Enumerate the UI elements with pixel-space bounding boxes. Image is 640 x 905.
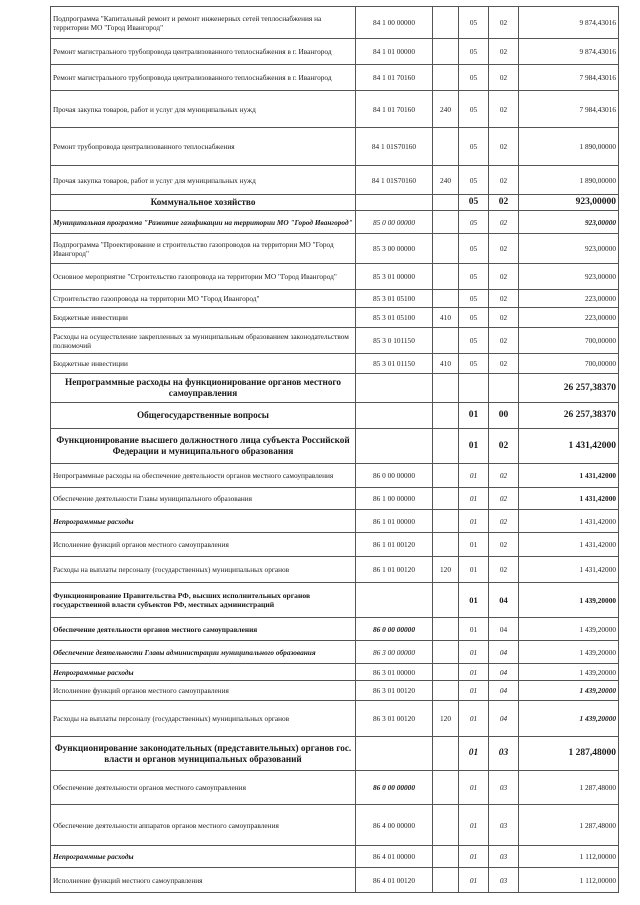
row-rz: 01 bbox=[459, 618, 489, 641]
row-rz: 01 bbox=[459, 510, 489, 533]
row-name: Коммунальное хозяйство bbox=[51, 195, 356, 211]
row-csr: 85 0 00 00000 bbox=[356, 211, 433, 234]
row-rz: 05 bbox=[459, 264, 489, 290]
row-sum: 1 439,20000 bbox=[519, 681, 619, 701]
row-vr bbox=[433, 7, 459, 39]
row-sum: 923,00000 bbox=[519, 264, 619, 290]
table-row bbox=[51, 403, 619, 429]
table-row bbox=[51, 701, 619, 737]
row-pr: 02 bbox=[489, 533, 519, 557]
row-sum: 1 439,20000 bbox=[519, 664, 619, 681]
row-pr: 02 bbox=[489, 234, 519, 264]
row-pr: 02 bbox=[489, 65, 519, 91]
table-row bbox=[51, 488, 619, 510]
row-rz: 01 bbox=[459, 641, 489, 664]
row-rz: 05 bbox=[459, 328, 489, 354]
row-sum: 923,00000 bbox=[519, 234, 619, 264]
row-pr: 02 bbox=[489, 308, 519, 328]
row-vr bbox=[433, 737, 459, 771]
row-name: Муниципальная программа "Развитие газификации на территории МО "Город Ивангород" bbox=[51, 211, 356, 234]
row-sum: 9 874,43016 bbox=[519, 7, 619, 39]
row-sum: 923,00000 bbox=[519, 211, 619, 234]
row-pr: 02 bbox=[489, 91, 519, 128]
row-pr: 02 bbox=[489, 557, 519, 583]
row-vr bbox=[433, 374, 459, 403]
row-csr: 85 3 01 05100 bbox=[356, 308, 433, 328]
row-sum: 7 984,43016 bbox=[519, 65, 619, 91]
table-row bbox=[51, 664, 619, 681]
row-vr bbox=[433, 488, 459, 510]
row-rz: 05 bbox=[459, 65, 489, 91]
table-row bbox=[51, 264, 619, 290]
row-vr bbox=[433, 195, 459, 211]
row-name: Функционирование законодательных (представительных) органов гос. власти и органов муниципальных образований bbox=[51, 737, 356, 771]
row-rz: 05 bbox=[459, 166, 489, 195]
row-pr: 02 bbox=[489, 429, 519, 464]
table-row bbox=[51, 429, 619, 464]
budget-table bbox=[50, 6, 619, 893]
row-pr: 02 bbox=[489, 7, 519, 39]
row-pr: 03 bbox=[489, 737, 519, 771]
row-csr: 86 1 01 00120 bbox=[356, 557, 433, 583]
table-row bbox=[51, 39, 619, 65]
table-row bbox=[51, 557, 619, 583]
table-row bbox=[51, 771, 619, 805]
row-rz: 05 bbox=[459, 39, 489, 65]
row-rz: 01 bbox=[459, 846, 489, 868]
table-row bbox=[51, 7, 619, 39]
row-sum: 1 431,42000 bbox=[519, 557, 619, 583]
row-pr: 02 bbox=[489, 464, 519, 488]
table-row bbox=[51, 533, 619, 557]
row-name: Непрограммные расходы bbox=[51, 846, 356, 868]
row-sum: 1 890,00000 bbox=[519, 128, 619, 166]
row-sum: 1 431,42000 bbox=[519, 533, 619, 557]
table-row bbox=[51, 211, 619, 234]
row-sum: 1 439,20000 bbox=[519, 701, 619, 737]
table-row bbox=[51, 166, 619, 195]
row-vr bbox=[433, 128, 459, 166]
row-vr: 120 bbox=[433, 557, 459, 583]
row-csr: 86 0 00 00000 bbox=[356, 618, 433, 641]
row-vr: 410 bbox=[433, 354, 459, 374]
row-csr: 86 1 00 00000 bbox=[356, 488, 433, 510]
row-sum: 700,00000 bbox=[519, 328, 619, 354]
row-sum: 26 257,38370 bbox=[519, 374, 619, 403]
row-vr bbox=[433, 39, 459, 65]
row-pr: 02 bbox=[489, 290, 519, 308]
row-csr: 86 3 00 00000 bbox=[356, 641, 433, 664]
row-name: Обеспечение деятельности органов местного самоуправления bbox=[51, 618, 356, 641]
row-name: Прочая закупка товаров, работ и услуг для муниципальных нужд bbox=[51, 91, 356, 128]
row-csr: 86 3 01 00000 bbox=[356, 664, 433, 681]
row-csr: 84 1 01S70160 bbox=[356, 166, 433, 195]
row-rz: 01 bbox=[459, 488, 489, 510]
row-pr: 02 bbox=[489, 264, 519, 290]
row-vr bbox=[433, 65, 459, 91]
row-csr: 84 1 01S70160 bbox=[356, 128, 433, 166]
budget-page bbox=[50, 6, 618, 893]
table-row bbox=[51, 354, 619, 374]
row-csr bbox=[356, 429, 433, 464]
row-csr: 84 1 00 00000 bbox=[356, 7, 433, 39]
row-csr: 84 1 01 00000 bbox=[356, 39, 433, 65]
row-sum: 700,00000 bbox=[519, 354, 619, 374]
row-vr bbox=[433, 510, 459, 533]
row-pr: 03 bbox=[489, 846, 519, 868]
row-vr bbox=[433, 771, 459, 805]
row-name: Непрограммные расходы на обеспечение деятельности органов местного самоуправления bbox=[51, 464, 356, 488]
row-rz: 05 bbox=[459, 195, 489, 211]
row-rz: 01 bbox=[459, 533, 489, 557]
table-row bbox=[51, 846, 619, 868]
row-sum: 1 112,00000 bbox=[519, 846, 619, 868]
row-name: Исполнение функций органов местного самоуправления bbox=[51, 533, 356, 557]
row-rz: 05 bbox=[459, 308, 489, 328]
row-sum: 1 431,42000 bbox=[519, 510, 619, 533]
row-name: Непрограммные расходы bbox=[51, 510, 356, 533]
row-csr bbox=[356, 403, 433, 429]
table-row bbox=[51, 618, 619, 641]
row-vr bbox=[433, 533, 459, 557]
table-row bbox=[51, 510, 619, 533]
row-rz: 01 bbox=[459, 464, 489, 488]
row-csr: 86 4 01 00120 bbox=[356, 868, 433, 893]
row-pr: 03 bbox=[489, 805, 519, 846]
row-csr bbox=[356, 583, 433, 618]
table-row bbox=[51, 641, 619, 664]
row-rz: 01 bbox=[459, 681, 489, 701]
row-sum: 9 874,43016 bbox=[519, 39, 619, 65]
row-rz: 01 bbox=[459, 664, 489, 681]
row-name: Обеспечение деятельности Главы муниципального образования bbox=[51, 488, 356, 510]
row-name: Расходы на осуществление закрепленных за муниципальным образованием законодательством полномочий bbox=[51, 328, 356, 354]
table-row bbox=[51, 234, 619, 264]
row-pr: 02 bbox=[489, 128, 519, 166]
row-vr bbox=[433, 805, 459, 846]
row-sum: 1 439,20000 bbox=[519, 641, 619, 664]
row-csr: 86 4 00 00000 bbox=[356, 805, 433, 846]
row-sum: 223,00000 bbox=[519, 290, 619, 308]
row-sum: 1 431,42000 bbox=[519, 464, 619, 488]
row-name: Подпрограмма "Капитальный ремонт и ремонт инженерных сетей теплоснабжения на территории МО "Город Ивангород" bbox=[51, 7, 356, 39]
row-vr bbox=[433, 464, 459, 488]
row-csr: 86 0 00 00000 bbox=[356, 464, 433, 488]
row-pr: 02 bbox=[489, 39, 519, 65]
page-edge-rule bbox=[618, 6, 619, 886]
row-pr: 04 bbox=[489, 641, 519, 664]
row-pr: 02 bbox=[489, 354, 519, 374]
row-rz: 05 bbox=[459, 354, 489, 374]
row-pr: 04 bbox=[489, 701, 519, 737]
row-sum: 1 431,42000 bbox=[519, 429, 619, 464]
row-vr bbox=[433, 264, 459, 290]
row-pr: 02 bbox=[489, 166, 519, 195]
row-name: Расходы на выплаты персоналу (государственных) муниципальных органов bbox=[51, 701, 356, 737]
row-csr bbox=[356, 737, 433, 771]
row-rz: 05 bbox=[459, 234, 489, 264]
row-pr: 03 bbox=[489, 868, 519, 893]
row-pr: 02 bbox=[489, 211, 519, 234]
row-vr bbox=[433, 618, 459, 641]
table-row bbox=[51, 65, 619, 91]
table-row bbox=[51, 737, 619, 771]
table-row bbox=[51, 805, 619, 846]
row-vr bbox=[433, 290, 459, 308]
row-vr bbox=[433, 211, 459, 234]
row-rz: 01 bbox=[459, 583, 489, 618]
table-row bbox=[51, 91, 619, 128]
row-pr: 04 bbox=[489, 618, 519, 641]
row-name: Общегосударственные вопросы bbox=[51, 403, 356, 429]
row-pr: 02 bbox=[489, 510, 519, 533]
row-rz: 01 bbox=[459, 429, 489, 464]
table-row bbox=[51, 308, 619, 328]
row-csr: 86 4 01 00000 bbox=[356, 846, 433, 868]
row-rz: 01 bbox=[459, 557, 489, 583]
row-sum: 1 287,48000 bbox=[519, 737, 619, 771]
row-vr bbox=[433, 583, 459, 618]
table-row bbox=[51, 868, 619, 893]
row-sum: 1 890,00000 bbox=[519, 166, 619, 195]
row-rz: 01 bbox=[459, 771, 489, 805]
table-row bbox=[51, 681, 619, 701]
row-csr: 86 1 01 00000 bbox=[356, 510, 433, 533]
row-name: Бюджетные инвестиции bbox=[51, 308, 356, 328]
row-pr: 00 bbox=[489, 403, 519, 429]
row-sum: 223,00000 bbox=[519, 308, 619, 328]
table-row bbox=[51, 464, 619, 488]
row-csr: 86 0 00 00000 bbox=[356, 771, 433, 805]
row-rz: 01 bbox=[459, 737, 489, 771]
row-csr: 86 3 01 00120 bbox=[356, 701, 433, 737]
row-pr: 04 bbox=[489, 583, 519, 618]
row-csr: 85 3 01 00000 bbox=[356, 264, 433, 290]
row-name: Расходы на выплаты персоналу (государственных) муниципальных органов bbox=[51, 557, 356, 583]
row-pr: 04 bbox=[489, 681, 519, 701]
row-name: Исполнение функций органов местного самоуправления bbox=[51, 681, 356, 701]
row-vr bbox=[433, 846, 459, 868]
row-rz: 05 bbox=[459, 290, 489, 308]
row-name: Обеспечение деятельности Главы администрации муниципального образования bbox=[51, 641, 356, 664]
row-csr: 85 3 01 01150 bbox=[356, 354, 433, 374]
row-vr: 240 bbox=[433, 91, 459, 128]
table-row bbox=[51, 128, 619, 166]
row-pr bbox=[489, 374, 519, 403]
row-sum: 923,00000 bbox=[519, 195, 619, 211]
row-pr: 02 bbox=[489, 328, 519, 354]
row-pr: 04 bbox=[489, 664, 519, 681]
row-name: Исполнение функций местного самоуправления bbox=[51, 868, 356, 893]
row-rz bbox=[459, 374, 489, 403]
row-pr: 02 bbox=[489, 488, 519, 510]
row-name: Ремонт магистрального трубопровода централизованного теплоснабжения в г. Ивангород bbox=[51, 39, 356, 65]
row-vr bbox=[433, 641, 459, 664]
row-pr: 03 bbox=[489, 771, 519, 805]
row-sum: 1 287,48000 bbox=[519, 771, 619, 805]
row-rz: 01 bbox=[459, 868, 489, 893]
row-name: Непрограммные расходы на функционирование органов местного самоуправления bbox=[51, 374, 356, 403]
table-row bbox=[51, 583, 619, 618]
row-rz: 05 bbox=[459, 7, 489, 39]
row-rz: 05 bbox=[459, 91, 489, 128]
row-name: Непрограммные расходы bbox=[51, 664, 356, 681]
row-vr bbox=[433, 868, 459, 893]
row-name: Обеспечение деятельности органов местного самоуправления bbox=[51, 771, 356, 805]
row-vr: 410 bbox=[433, 308, 459, 328]
row-rz: 05 bbox=[459, 128, 489, 166]
row-sum: 1 439,20000 bbox=[519, 583, 619, 618]
row-csr bbox=[356, 374, 433, 403]
row-name: Прочая закупка товаров, работ и услуг для муниципальных нужд bbox=[51, 166, 356, 195]
row-sum: 1 431,42000 bbox=[519, 488, 619, 510]
row-csr: 86 3 01 00120 bbox=[356, 681, 433, 701]
row-vr bbox=[433, 403, 459, 429]
row-sum: 1 112,00000 bbox=[519, 868, 619, 893]
row-csr: 85 3 01 05100 bbox=[356, 290, 433, 308]
row-rz: 01 bbox=[459, 403, 489, 429]
row-sum: 1 439,20000 bbox=[519, 618, 619, 641]
row-name: Обеспечение деятельности аппаратов органов местного самоуправления bbox=[51, 805, 356, 846]
table-row bbox=[51, 328, 619, 354]
row-sum: 26 257,38370 bbox=[519, 403, 619, 429]
row-vr bbox=[433, 681, 459, 701]
row-name: Бюджетные инвестиции bbox=[51, 354, 356, 374]
row-rz: 05 bbox=[459, 211, 489, 234]
row-name: Функционирование высшего должностного лица субъекта Российской Федерации и муниципального образования bbox=[51, 429, 356, 464]
row-csr: 86 1 01 00120 bbox=[356, 533, 433, 557]
row-pr: 02 bbox=[489, 195, 519, 211]
row-rz: 01 bbox=[459, 805, 489, 846]
row-csr: 84 1 01 70160 bbox=[356, 91, 433, 128]
table-row bbox=[51, 195, 619, 211]
row-rz: 01 bbox=[459, 701, 489, 737]
table-row bbox=[51, 290, 619, 308]
row-name: Строительство газопровода на территории МО "Город Ивангород" bbox=[51, 290, 356, 308]
row-csr bbox=[356, 195, 433, 211]
row-sum: 1 287,48000 bbox=[519, 805, 619, 846]
row-name: Ремонт трубопровода централизованного теплоснабжения bbox=[51, 128, 356, 166]
row-csr: 84 1 01 70160 bbox=[356, 65, 433, 91]
row-vr bbox=[433, 234, 459, 264]
table-row bbox=[51, 374, 619, 403]
row-name: Ремонт магистрального трубопровода централизованного теплоснабжения в г. Ивангород bbox=[51, 65, 356, 91]
row-vr bbox=[433, 429, 459, 464]
row-name: Функционирование Правительства РФ, высших исполнительных органов государственной власти субъектов РФ, местных администраций bbox=[51, 583, 356, 618]
row-vr bbox=[433, 328, 459, 354]
row-csr: 85 3 0 101150 bbox=[356, 328, 433, 354]
row-vr bbox=[433, 664, 459, 681]
row-csr: 85 3 00 00000 bbox=[356, 234, 433, 264]
row-sum: 7 984,43016 bbox=[519, 91, 619, 128]
row-name: Подпрограмма "Проектирование и строительство газопроводов на территории МО "Город Ивангород" bbox=[51, 234, 356, 264]
row-vr: 120 bbox=[433, 701, 459, 737]
row-name: Основное мероприятие "Строительство газопровода на территории МО "Город Ивангород" bbox=[51, 264, 356, 290]
row-vr: 240 bbox=[433, 166, 459, 195]
